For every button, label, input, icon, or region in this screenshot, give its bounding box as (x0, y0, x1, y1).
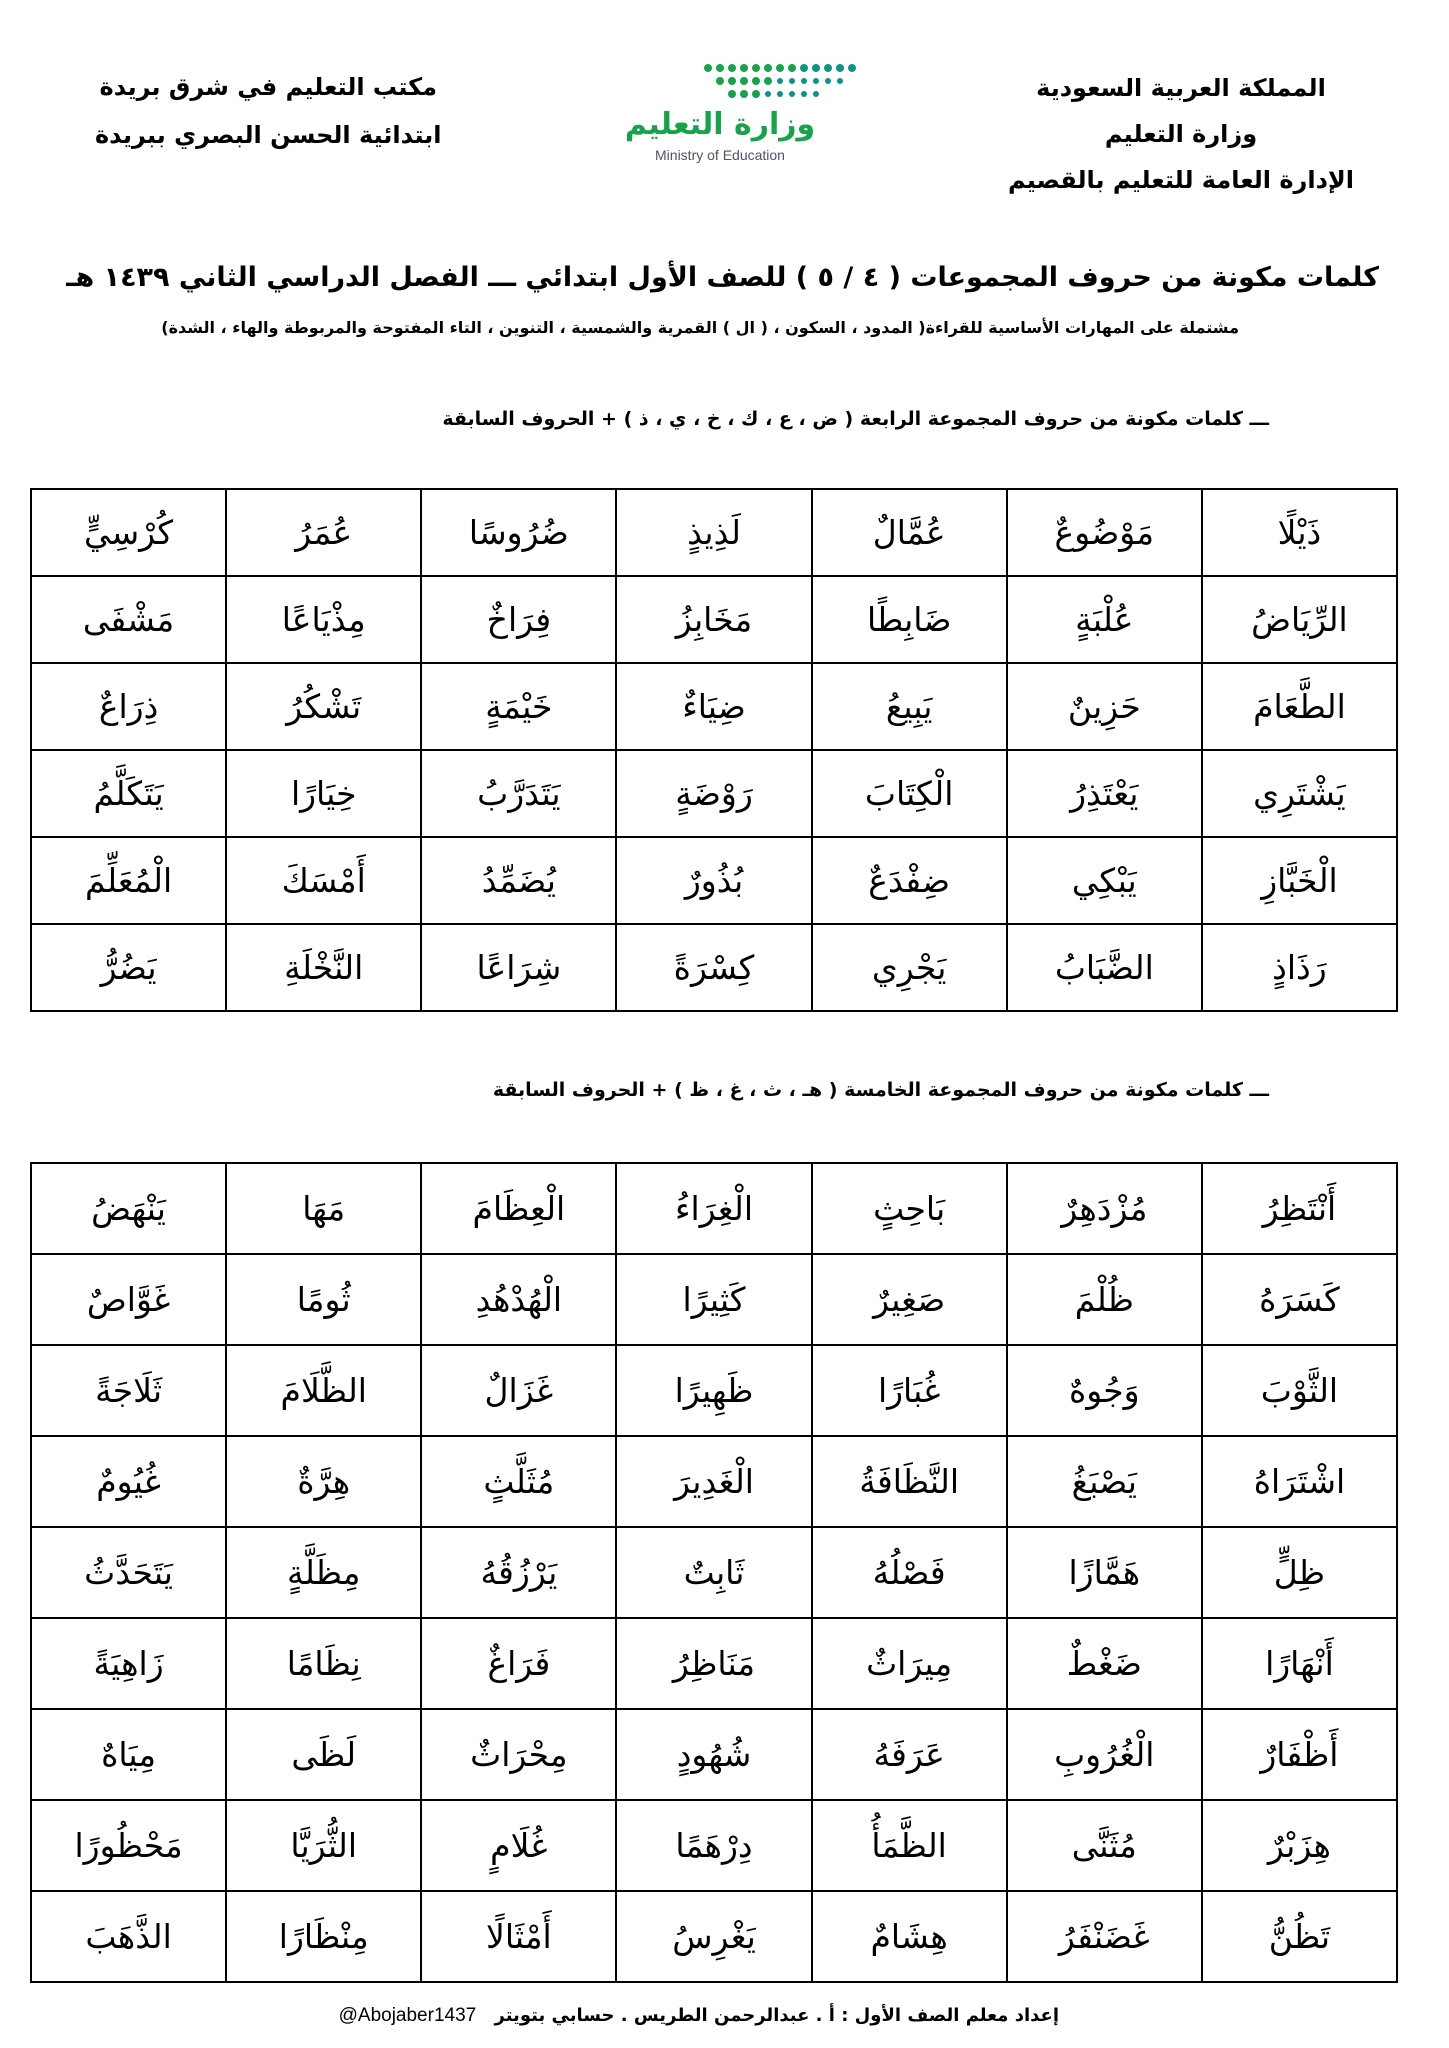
word-cell: فِرَاخٌ (421, 576, 616, 663)
word-cell: غَضَنْفَرُ (1007, 1891, 1202, 1982)
word-cell: غَوَّاصٌ (31, 1254, 226, 1345)
word-cell: هَمَّازًا (1007, 1527, 1202, 1618)
word-cell: الْخَبَّازِ (1202, 837, 1397, 924)
table-row (31, 1163, 1397, 1254)
word-cell: ضَغْطٌ (1007, 1618, 1202, 1709)
document-title: كلمات مكونة من حروف المجموعات ( ٤ / ٥ ) للصف الأول ابتدائي ـــ الفصل الدراسي الثاني ١٤٣٩ هـ (66, 262, 1379, 293)
table-row (31, 837, 1397, 924)
word-cell: الْعِظَامَ (421, 1163, 616, 1254)
word-cell: الْغُرُوبِ (1007, 1709, 1202, 1800)
word-cell: ظِلٍّ (1202, 1527, 1397, 1618)
word-cell: كَثِيرًا (616, 1254, 811, 1345)
word-cell: الرِّيَاضُ (1202, 576, 1397, 663)
header-school: ابتدائية الحسن البصري ببريدة (95, 121, 442, 149)
word-cell: الْهُدْهُدِ (421, 1254, 616, 1345)
word-cell: خِيَارًا (226, 750, 421, 837)
section2-word-table (30, 1162, 1398, 1983)
word-cell: الْغَدِيرَ (616, 1436, 811, 1527)
logo-english-text: Ministry of Education (655, 147, 785, 163)
word-cell: لَظَى (226, 1709, 421, 1800)
word-cell: ذِرَاعٌ (31, 663, 226, 750)
page-footer (59, 2005, 1059, 2027)
table-row (31, 1800, 1397, 1891)
word-cell: يَبِيعُ (812, 663, 1007, 750)
word-cell: يُضَمِّدُ (421, 837, 616, 924)
word-cell: مَنَاظِرُ (616, 1618, 811, 1709)
table-row (31, 489, 1397, 576)
table-row (31, 1345, 1397, 1436)
word-cell: مِحْرَاثٌ (421, 1709, 616, 1800)
word-cell: كُرْسِيٍّ (31, 489, 226, 576)
word-cell: حَزِينٌ (1007, 663, 1202, 750)
word-cell: نِظَامًا (226, 1618, 421, 1709)
word-cell: عُمَّالٌ (812, 489, 1007, 576)
word-cell: أَظْفَارٌ (1202, 1709, 1397, 1800)
word-cell: تَظُنُّ (1202, 1891, 1397, 1982)
word-cell: مُثَنَّى (1007, 1800, 1202, 1891)
ministry-logo (580, 55, 880, 165)
word-cell: مِظَلَّةٍ (226, 1527, 421, 1618)
word-cell: ثَلَاجَةً (31, 1345, 226, 1436)
word-cell: ضَابِطًا (812, 576, 1007, 663)
table-row (31, 1709, 1397, 1800)
header-directorate: الإدارة العامة للتعليم بالقصيم (1007, 166, 1354, 194)
table-row (31, 1527, 1397, 1618)
word-cell: صَغِيرٌ (812, 1254, 1007, 1345)
word-cell: أَنْهَارًا (1202, 1618, 1397, 1709)
section1-heading: ـــ كلمات مكونة من حروف المجموعة الرابعة ( ض ، ع ، ك ، خ ، ي ، ذ ) + الحروف السابقة (442, 408, 1269, 430)
word-cell: دِرْهَمًا (616, 1800, 811, 1891)
word-cell: غَزَالٌ (421, 1345, 616, 1436)
table-row (31, 1618, 1397, 1709)
word-cell: كَسَرَهُ (1202, 1254, 1397, 1345)
word-cell: يَتَحَدَّثُ (31, 1527, 226, 1618)
logo-arabic-text: وزارة التعليم (624, 107, 816, 142)
word-cell: الْغِرَاءُ (616, 1163, 811, 1254)
word-cell: النَّظَافَةُ (812, 1436, 1007, 1527)
logo-dots-icon (700, 60, 860, 104)
word-cell: يَبْكِي (1007, 837, 1202, 924)
word-cell: مَحْظُورًا (31, 1800, 226, 1891)
word-cell: يَعْتَذِرُ (1007, 750, 1202, 837)
word-cell: ثَابِتٌ (616, 1527, 811, 1618)
word-cell: الْمُعَلِّمَ (31, 837, 226, 924)
word-cell: ضُرُوسًا (421, 489, 616, 576)
word-cell: فَرَاغٌ (421, 1618, 616, 1709)
word-cell: مِيَاهٌ (31, 1709, 226, 1800)
word-cell: مِيرَاثٌ (812, 1618, 1007, 1709)
word-cell: يَصْبَغُ (1007, 1436, 1202, 1527)
word-cell: عُمَرُ (226, 489, 421, 576)
section2-heading: ـــ كلمات مكونة من حروف المجموعة الخامسة ( هـ ، ث ، غ ، ظ ) + الحروف السابقة (492, 1079, 1269, 1101)
word-cell: غُلَامٍ (421, 1800, 616, 1891)
word-cell: مَشْفَى (31, 576, 226, 663)
word-cell: غُبَارًا (812, 1345, 1007, 1436)
word-cell: عُلْبَةٍ (1007, 576, 1202, 663)
word-cell: يَتَكَلَّمُ (31, 750, 226, 837)
header-school-block (95, 63, 442, 159)
page-header (0, 55, 1449, 215)
word-cell: النَّخْلَةِ (226, 924, 421, 1011)
word-cell: مُزْدَهِرٌ (1007, 1163, 1202, 1254)
word-cell: شِرَاعًا (421, 924, 616, 1011)
word-cell: مَوْضُوعٌ (1007, 489, 1202, 576)
word-cell: مِذْيَاعًا (226, 576, 421, 663)
table-row (31, 1891, 1397, 1982)
table-row (31, 576, 1397, 663)
word-cell: بَاحِثٍ (812, 1163, 1007, 1254)
word-cell: ثُومًا (226, 1254, 421, 1345)
word-cell: زَاهِيَةً (31, 1618, 226, 1709)
word-cell: ظَهِيرًا (616, 1345, 811, 1436)
word-cell: أَنْتَظِرُ (1202, 1163, 1397, 1254)
word-cell: لَذِيذٍ (616, 489, 811, 576)
word-cell: شُهُودٍ (616, 1709, 811, 1800)
header-ministry: وزارة التعليم (1104, 120, 1258, 148)
word-cell: يَضُرُّ (31, 924, 226, 1011)
word-cell: اشْتَرَاهُ (1202, 1436, 1397, 1527)
word-cell: تَشْكُرُ (226, 663, 421, 750)
word-cell: خَيْمَةٍ (421, 663, 616, 750)
word-cell: مَهَا (226, 1163, 421, 1254)
word-cell: فَصْلُهُ (812, 1527, 1007, 1618)
word-cell: الضَّبَابُ (1007, 924, 1202, 1011)
word-cell: الطَّعَامَ (1202, 663, 1397, 750)
twitter-handle[interactable]: @Abojaber1437 (338, 2005, 477, 2026)
table-row (31, 924, 1397, 1011)
word-cell: يَشْتَرِي (1202, 750, 1397, 837)
header-office: مكتب التعليم في شرق بريدة (99, 73, 437, 101)
word-cell: رَذَاذٍ (1202, 924, 1397, 1011)
word-cell: وَجُوهٌ (1007, 1345, 1202, 1436)
table-row (31, 1436, 1397, 1527)
word-cell: ضِيَاءٌ (616, 663, 811, 750)
table-row (31, 750, 1397, 837)
header-country: المملكة العربية السعودية (1036, 74, 1326, 102)
word-cell: ذَيْلًا (1202, 489, 1397, 576)
word-cell: يَغْرِسُ (616, 1891, 811, 1982)
word-cell: الثُّرَيَّا (226, 1800, 421, 1891)
word-cell: مَخَابِزُ (616, 576, 811, 663)
word-cell: الظَّمَأُ (812, 1800, 1007, 1891)
word-cell: هِرَّةٌ (226, 1436, 421, 1527)
word-cell: كِسْرَةً (616, 924, 811, 1011)
header-ministry-block (1008, 65, 1354, 203)
word-cell: رَوْضَةٍ (616, 750, 811, 837)
word-cell: هِزَبْرٌ (1202, 1800, 1397, 1891)
word-cell: بُذُورٌ (616, 837, 811, 924)
word-cell: أَمْسَكَ (226, 837, 421, 924)
word-cell: يَتَدَرَّبُ (421, 750, 616, 837)
word-cell: هِشَامٌ (812, 1891, 1007, 1982)
word-cell: غُيُومٌ (31, 1436, 226, 1527)
word-cell: مُثَلَّثٍ (421, 1436, 616, 1527)
word-cell: الظَّلَامَ (226, 1345, 421, 1436)
table-row (31, 1254, 1397, 1345)
word-cell: ظُلْمَ (1007, 1254, 1202, 1345)
word-cell: عَرَفَهُ (812, 1709, 1007, 1800)
section1-word-table (30, 488, 1398, 1012)
document-subtitle: مشتملة على المهارات الأساسية للقراءة( المدود ، السكون ، ( ال ) القمرية والشمسية ، التنوين ، التاء المفتوحة والمربوطة والهاء ، الشدة) (161, 318, 1239, 337)
footer-credit: إعداد معلم الصف الأول : أ . عبدالرحمن الطريس . حسابي بتويتر (494, 2005, 1059, 2026)
word-cell: يَنْهَضُ (31, 1163, 226, 1254)
word-cell: الْكِتَابَ (812, 750, 1007, 837)
word-cell: يَرْزُقُهُ (421, 1527, 616, 1618)
word-cell: يَجْرِي (812, 924, 1007, 1011)
word-cell: مِنْظَارًا (226, 1891, 421, 1982)
word-cell: أَمْثَالًا (421, 1891, 616, 1982)
word-cell: الذَّهَبَ (31, 1891, 226, 1982)
table-row (31, 663, 1397, 750)
word-cell: الثَّوْبَ (1202, 1345, 1397, 1436)
word-cell: ضِفْدَعٌ (812, 837, 1007, 924)
